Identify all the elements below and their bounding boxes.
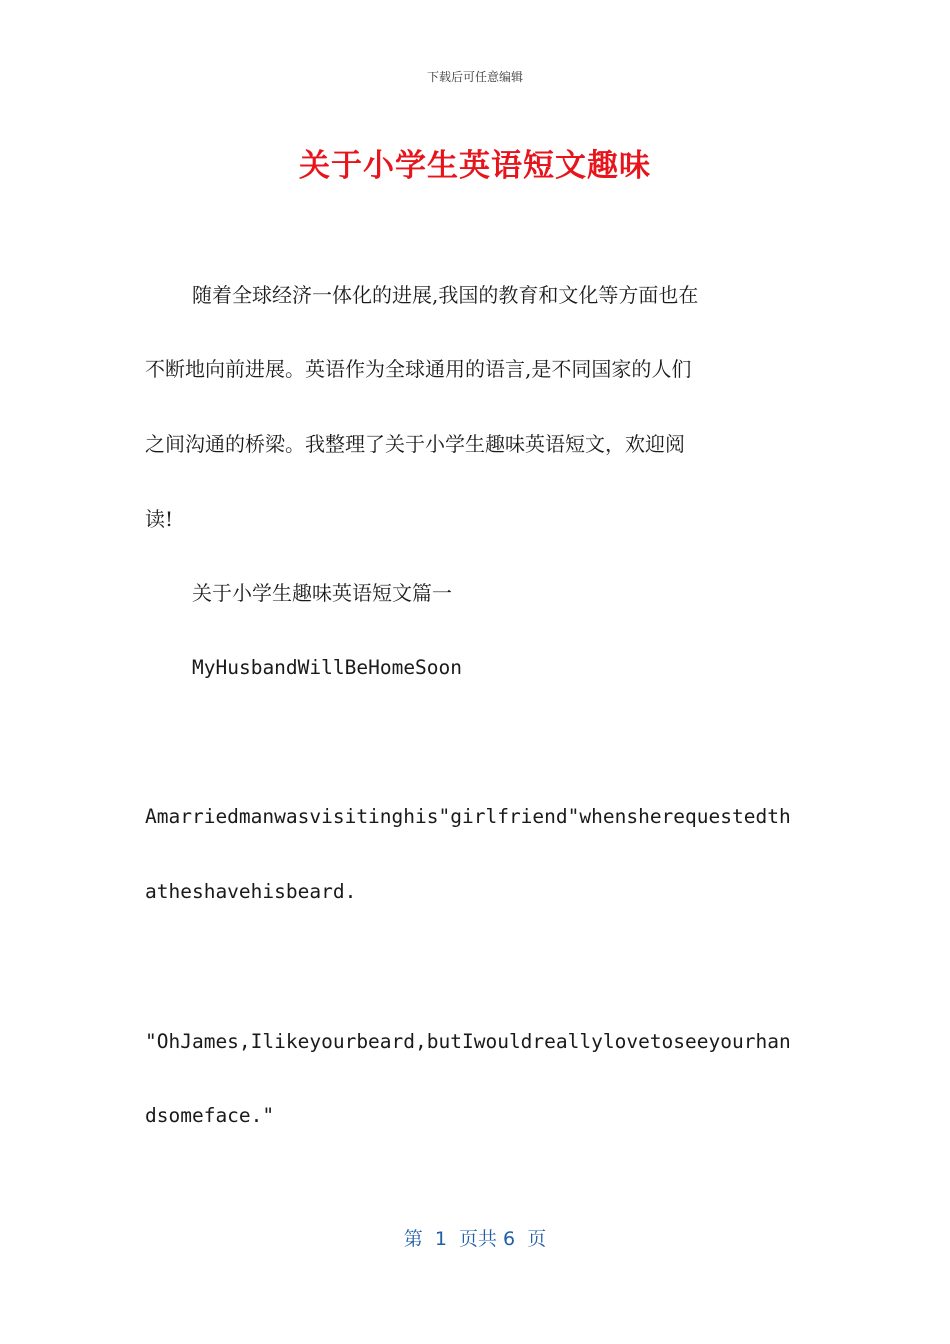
story-title: MyHusbandWillBeHomeSoon bbox=[192, 656, 463, 679]
story-para2-line-2: dsomeface." bbox=[145, 1104, 275, 1127]
document-title: 关于小学生英语短文趣味 bbox=[299, 148, 651, 184]
intro-line-3: 之间沟通的桥梁。我整理了关于小学生趣味英语短文，欢迎阅 bbox=[145, 432, 685, 456]
story-para2-line-1: "OhJames,Ilikeyourbeard,butIwouldreallylovetoseeyourhan bbox=[145, 1030, 791, 1053]
intro-line-2: 不断地向前进展。英语作为全球通用的语言,是不同国家的人们 bbox=[145, 357, 692, 381]
intro-line-1: 随着全球经济一体化的进展,我国的教育和文化等方面也在 bbox=[192, 283, 699, 307]
header-note: 下载后可任意编辑 bbox=[426, 70, 523, 84]
page-footer: 第 1 页共 6 页 bbox=[403, 1228, 547, 1250]
story-para1-line-1: Amarriedmanwasvisitinghis"girlfriend"whensherequestedth bbox=[145, 805, 791, 828]
section-heading: 关于小学生趣味英语短文篇一 bbox=[192, 581, 452, 605]
intro-line-4: 读! bbox=[145, 507, 174, 531]
story-para1-line-2: atheshavehisbeard. bbox=[145, 880, 357, 903]
